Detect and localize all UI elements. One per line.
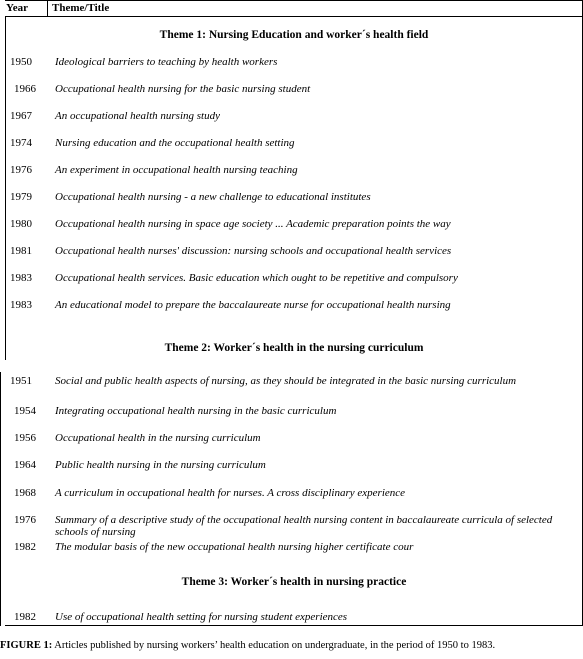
row-title: Occupational health nursing for the basic nursing student — [55, 83, 311, 95]
row-year: 1966 — [14, 83, 36, 95]
row-title: Occupational health nursing in space age society ... Academic preparation points the way — [55, 218, 451, 230]
table-left-rule — [5, 16, 6, 360]
table-row — [5, 405, 583, 419]
row-title: Use of occupational health setting for nursing student experiences — [55, 611, 348, 623]
column-header-year: Year — [6, 2, 28, 14]
row-year: 1968 — [14, 487, 36, 499]
table-bottom-rule — [5, 625, 583, 626]
row-year: 1974 — [10, 137, 32, 149]
row-year: 1950 — [10, 56, 32, 68]
table-row — [5, 137, 583, 151]
table-row — [5, 56, 583, 70]
theme-heading-2: Theme 2: Worker´s health in the nursing curriculum — [164, 342, 424, 354]
row-year: 1983 — [10, 299, 32, 311]
row-title: Social and public health aspects of nursing, as they should be integrated in the basic nursing curriculum — [55, 375, 517, 387]
row-year: 1967 — [10, 110, 32, 122]
row-title: The modular basis of the new occupational health nursing higher certificate cour — [55, 541, 414, 553]
row-year: 1982 — [14, 611, 36, 623]
row-title: Nursing education and the occupational health setting — [55, 137, 295, 149]
theme-heading-1: Theme 1: Nursing Education and worker´s health field — [159, 29, 429, 41]
table-left-rule-lower — [0, 372, 1, 626]
row-title: Occupational health services. Basic education which ought to be repetitive and compulsory — [55, 272, 458, 284]
figure-caption — [0, 640, 583, 651]
row-year: 1980 — [10, 218, 32, 230]
table-row — [5, 611, 583, 625]
row-title: Occupational health nurses' discussion: nursing schools and occupational health services — [55, 245, 452, 257]
row-year: 1956 — [14, 432, 36, 444]
row-year: 1976 — [10, 164, 32, 176]
row-title: Summary of a descriptive study of the occupational health nursing content in baccalaureate curricula of selected schools of nursing — [55, 514, 553, 538]
table-row — [5, 245, 583, 259]
row-year: 1964 — [14, 459, 36, 471]
table-header — [5, 0, 583, 17]
table-row — [5, 272, 583, 286]
row-year: 1954 — [14, 405, 36, 417]
row-year: 1951 — [10, 375, 32, 387]
table-row — [5, 459, 583, 473]
row-title: Integrating occupational health nursing in the basic curriculum — [55, 405, 337, 417]
row-year: 1979 — [10, 191, 32, 203]
table-row — [5, 191, 583, 205]
theme-heading-3: Theme 3: Worker´s health in nursing practice — [181, 576, 407, 588]
table-row — [5, 375, 583, 389]
table-row — [5, 83, 583, 97]
table-row — [5, 218, 583, 232]
caption-label: FIGURE 1: — [0, 640, 53, 651]
table-row — [5, 541, 583, 555]
row-year: 1976 — [14, 514, 36, 526]
table-row — [5, 164, 583, 178]
column-header-title: Theme/Title — [52, 2, 110, 14]
row-title: An educational model to prepare the baccalaureate nurse for occupational health nursing — [55, 299, 451, 311]
row-title: Ideological barriers to teaching by health workers — [55, 56, 278, 68]
table-row — [5, 514, 583, 540]
row-year: 1981 — [10, 245, 32, 257]
header-divider — [47, 1, 48, 16]
row-year: 1982 — [14, 541, 36, 553]
row-title: A curriculum in occupational health for nurses. A cross disciplinary experience — [55, 487, 406, 499]
table-row — [5, 487, 583, 501]
row-title: An occupational health nursing study — [55, 110, 220, 122]
caption-text: Articles published by nursing workers’ health education on undergraduate, in the period of 1950 to 1983. — [52, 640, 496, 651]
table-row — [5, 110, 583, 124]
row-title: Occupational health nursing - a new challenge to educational institutes — [55, 191, 371, 203]
row-year: 1983 — [10, 272, 32, 284]
table-row — [5, 299, 583, 313]
row-title: Public health nursing in the nursing curriculum — [55, 459, 266, 471]
row-title: An experiment in occupational health nursing teaching — [55, 164, 298, 176]
table-row — [5, 432, 583, 446]
row-title: Occupational health in the nursing curriculum — [55, 432, 261, 444]
articles-table — [5, 0, 583, 626]
